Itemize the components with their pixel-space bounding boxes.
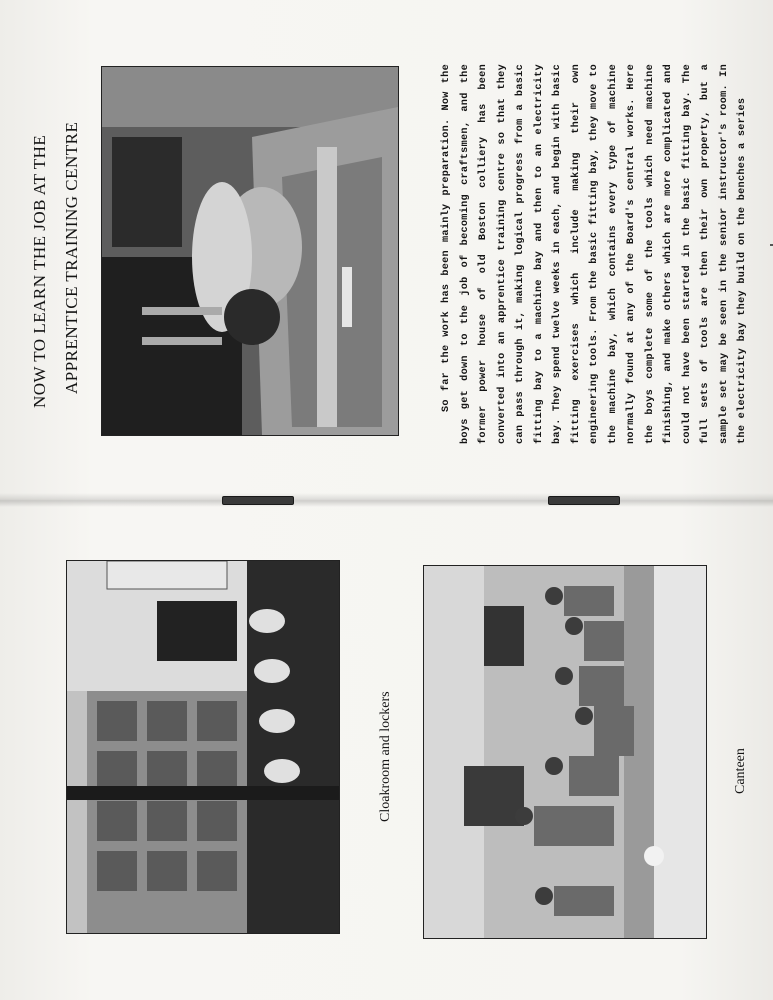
cloakroom-lockers-photo [66, 560, 340, 934]
caption-cloakroom: Cloakroom and lockers [378, 691, 393, 822]
apprentice-at-workbench-photo [101, 66, 399, 436]
canteen-photo-drawing [424, 566, 706, 938]
cloakroom-photo-drawing [67, 561, 339, 933]
page-fold [0, 493, 773, 507]
body-text [438, 64, 753, 444]
staple-right [548, 496, 620, 505]
staple-left [222, 496, 294, 505]
body-paragraph: So far the work has been mainly preparation. Now the boys get down to the job of becoming craftsmen, and the former power house of old Boston colliery has been converted into an apprentice training centre so that they can pass through it, making logical progress from a basic fitting bay to a machine bay and then to an electricity bay. They spend twelve weeks in each, and begin with basic fitting exercises which include making their own engineering tools. From the basic fitting bay, they move to the machine bay, which contains every type of machine normally found at any of the Board's central works. Here the boys complete some of the tools which need machine finishing, and make others which are more complicated and could not have been started in the basic fitting bay. The full sets of tools are then their own property, but a sample set may be seen in the senior instructor's room. In the electricity bay they build on the benches a series [441, 64, 748, 444]
page-heading-line-1: NOW TO LEARN THE JOB AT THE [30, 134, 49, 408]
page-heading-line-2: APPRENTICE TRAINING CENTRE [62, 121, 81, 394]
caption-canteen: Canteen [733, 748, 748, 794]
canteen-photo [423, 565, 707, 939]
apprentice-photo-drawing [102, 67, 398, 435]
